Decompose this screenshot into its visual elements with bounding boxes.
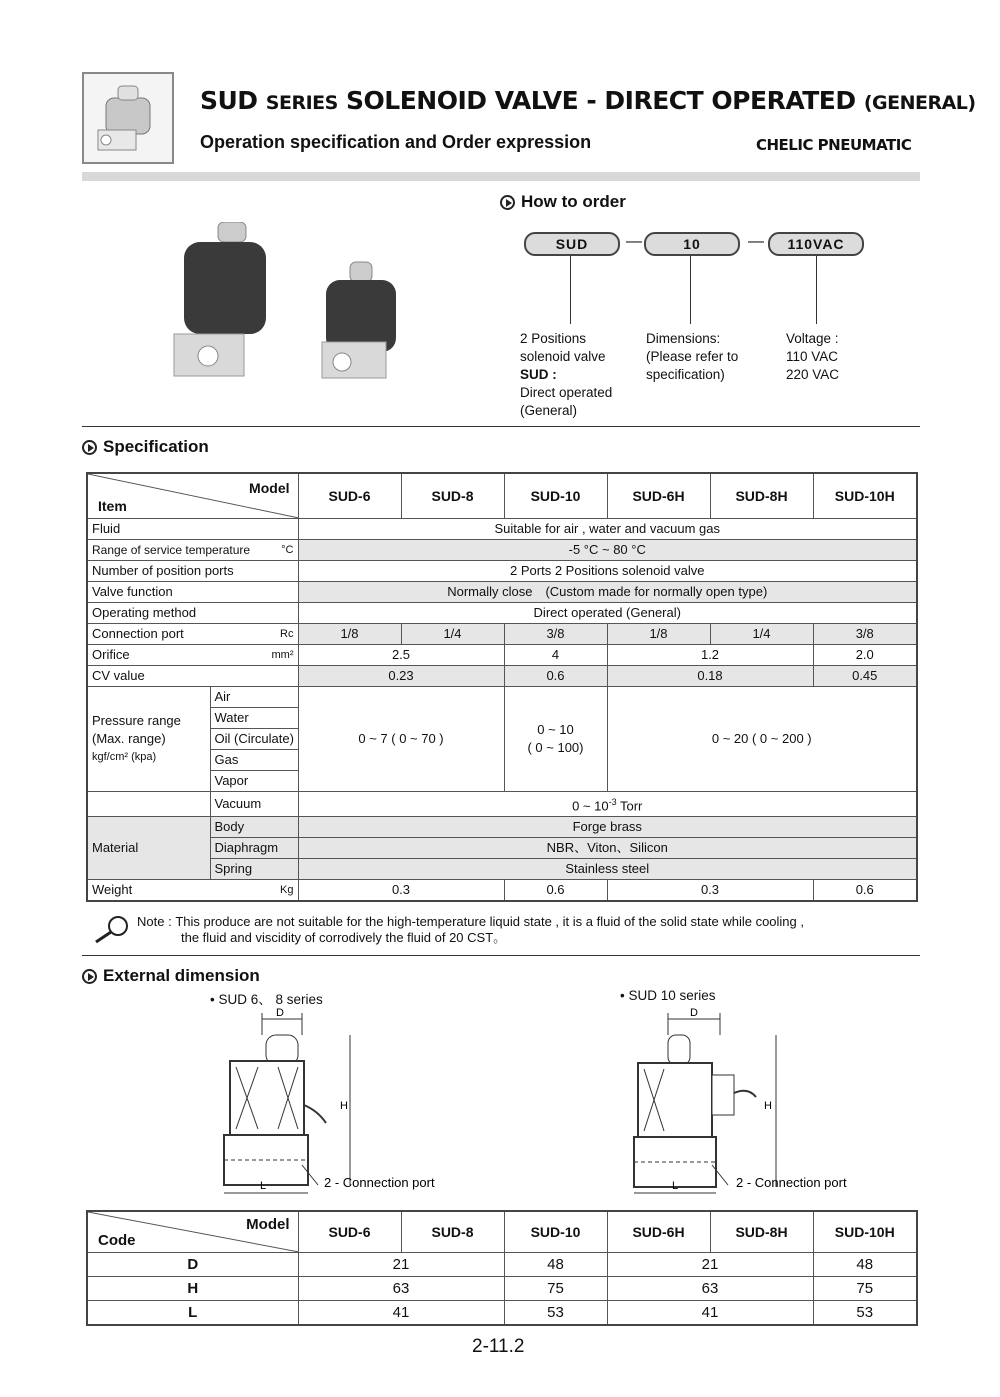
dimension-drawing-sud6-8 [210, 1005, 470, 1200]
series-label: • SUD 10 series [620, 988, 716, 1003]
specification-heading: Specification [82, 437, 209, 457]
valve-thumbnail-icon [84, 74, 172, 162]
valve-small-image [322, 262, 396, 378]
divider [82, 426, 920, 427]
page-title: SUD SERIES SOLENOID VALVE - DIRECT OPERATED (GENERAL) [200, 86, 976, 115]
section-arrow-icon [500, 195, 515, 210]
table-row: Fluid Suitable for air , water and vacuum gas [87, 519, 917, 540]
model-header: SUD-10 [504, 473, 607, 519]
note-text: Note : This produce are not suitable for the high-temperature liquid state , it is a fluid of the solid state while cooling , the fluid and viscidity of corrodively the fluid of 20 CST。 [137, 914, 804, 945]
model-header: SUD-6 [298, 1211, 401, 1253]
order-leader-line [570, 256, 571, 324]
connection-port-label: 2 - Connection port [736, 1175, 847, 1190]
page-subtitle: Operation specification and Order expression [200, 132, 592, 152]
order-voltage-desc: Voltage : 110 VAC 220 VAC [786, 331, 840, 382]
section-arrow-icon [82, 969, 97, 984]
table-row: Orifice mm² 2.5 4 1.2 2.0 [87, 645, 917, 666]
order-leader-line [690, 256, 691, 324]
magnifier-icon [92, 914, 132, 944]
table-row: Connection port Rc 1/8 1/4 3/8 1/8 1/4 3/8 [87, 624, 917, 645]
order-series-desc: 2 Positions solenoid valve SUD : Direct operated (General) [520, 331, 613, 418]
dim-d-label: D [690, 1007, 698, 1019]
table-row: Vacuum 0 ~ $10^{-3}$ Torr [87, 792, 917, 817]
table-row: Material Body Forge brass [87, 817, 917, 838]
table-row: Water [87, 708, 917, 729]
table-row: Diaphragm NBR、Viton、Silicon [87, 838, 917, 859]
table-row: H 63 75 63 75 [87, 1277, 917, 1301]
model-header: SUD-6 [298, 473, 401, 519]
table-row: Range of service temperature °C -5 °C ~ 80 °C [87, 540, 917, 561]
model-header: SUD-10H [813, 473, 917, 519]
code-header-row [87, 1211, 917, 1253]
spec-header-row [87, 473, 917, 519]
model-header: SUD-6H [607, 1211, 710, 1253]
dimension-drawing-sud10 [624, 1005, 884, 1200]
code-model-corner: Code Model [87, 1211, 298, 1253]
table-row: Valve function Normally close (Custom made for normally open type) [87, 582, 917, 603]
model-header: SUD-8 [401, 1211, 504, 1253]
table-row: Weight Kg 0.3 0.6 0.3 0.6 [87, 880, 917, 902]
dim-h-label: H [340, 1100, 348, 1112]
model-header: SUD-8 [401, 473, 504, 519]
product-thumbnail [82, 72, 174, 164]
connection-port-label: 2 - Connection port [324, 1175, 435, 1190]
table-row: L 41 53 41 53 [87, 1301, 917, 1326]
dim-d-label: D [276, 1007, 284, 1019]
how-to-order-heading: How to order [500, 192, 626, 212]
table-row: Oil (Circulate) [87, 729, 917, 750]
table-row: Pressure range (Max. range) kgf/cm² (kpa) Air 0 ~ 7 ( 0 ~ 70 ) 0 ~ 10 ( 0 ~ 100) 0 ~ 20 ( 0 ~ 200 ) [87, 687, 917, 708]
product-photo [170, 222, 430, 392]
order-dimension-desc: Dimensions: (Please refer to specification) [646, 331, 739, 382]
table-row: Spring Stainless steel [87, 859, 917, 880]
brand-name: CHELIC PNEUMATIC [756, 136, 912, 154]
dim-l-label: L [672, 1180, 679, 1192]
section-arrow-icon [82, 440, 97, 455]
order-code-voltage: 110VAC [768, 232, 864, 256]
model-header: SUD-10H [813, 1211, 917, 1253]
table-row: D 21 48 21 48 [87, 1253, 917, 1277]
table-row: Operating method Direct operated (General) [87, 603, 917, 624]
external-dimension-heading: External dimension [82, 966, 260, 986]
header-band [82, 172, 920, 181]
order-code-dimension: 10 [644, 232, 740, 256]
dim-l-label: L [260, 1180, 267, 1192]
dim-h-label: H [764, 1100, 772, 1112]
series-label: • SUD 6、 8 series [210, 992, 323, 1007]
table-row: CV value 0.23 0.6 0.18 0.45 [87, 666, 917, 687]
item-model-corner: Item Model [87, 473, 298, 519]
specification-table [86, 472, 918, 902]
model-header: SUD-8H [710, 473, 813, 519]
divider [82, 955, 920, 956]
order-leader-line [816, 256, 817, 324]
dimension-code-table [86, 1210, 918, 1326]
order-code-series: SUD [524, 232, 620, 256]
valve-large-image [174, 222, 266, 376]
model-header: SUD-6H [607, 473, 710, 519]
table-row: Gas [87, 750, 917, 771]
model-header: SUD-8H [710, 1211, 813, 1253]
model-header: SUD-10 [504, 1211, 607, 1253]
page-number: 2-11.2 [472, 1336, 525, 1357]
table-row: Number of position ports 2 Ports 2 Positions solenoid valve [87, 561, 917, 582]
table-row: Vapor [87, 771, 917, 792]
